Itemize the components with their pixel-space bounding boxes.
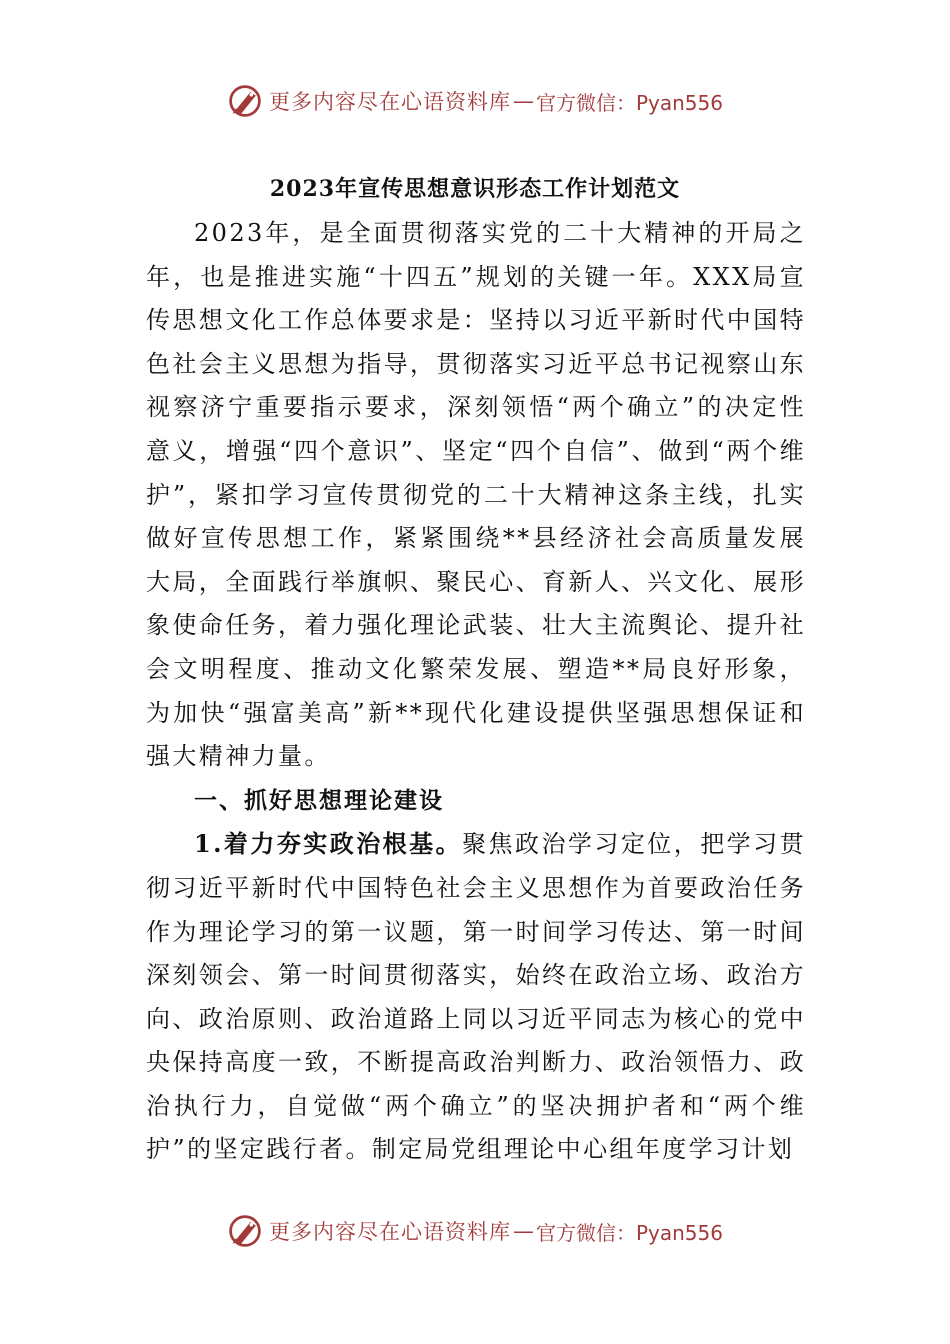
item-lead: 1.着力夯实政治根基。 [194,829,463,859]
watermark-separator: — [512,1219,534,1243]
pen-nib-logo-icon [227,83,263,119]
watermark-contact: 官方微信：Pyan556 [535,90,723,115]
watermark-text: 更多内容尽在心语资料库 [268,1220,511,1244]
watermark-header [0,79,950,123]
section-heading: 一、抓好思想理论建设 [194,786,444,814]
watermark-text: 更多内容尽在心语资料库 [268,90,511,114]
watermark-contact: 官方微信：Pyan556 [535,1220,723,1245]
item-body: 聚焦政治学习定位，把学习贯彻习近平新时代中国特色社会主义思想作为首要政治任务作为理论学习的第一议题，第一时间学习传达、第一时间深刻领会、第一时间贯彻落实，始终在政治立场、政治方向、政治原则、政治道路上同以习近平同志为核心的党中央保持高度一致，不断提高政治判断力、政治领悟力、政治执行力，自觉做“两个确立”的坚决拥护者和“两个维护”的坚定践行者。制定局党组理论中心组年度学习计划 [146,830,806,1164]
pen-nib-logo-icon [227,1213,263,1249]
document-body [146,212,806,1172]
watermark-footer [0,1209,950,1253]
intro-paragraph: 2023年，是全面贯彻落实党的二十大精神的开局之年，也是推进实施“十四五”规划的关键一年。XXX局宣传思想文化工作总体要求是：坚持以习近平新时代中国特色社会主义思想为指导，贯彻落实习近平总书记视察山东视察济宁重要指示要求，深刻领悟“两个确立”的决定性意义，增强“四个意识”、坚定“四个自信”、做到“两个维护”，紧扣学习宣传贯彻党的二十大精神这条主线，扎实做好宣传思想工作，紧紧围绕**县经济社会高质量发展大局，全面践行举旗帜、聚民心、育新人、兴文化、展形象使命任务，着力强化理论武装、壮大主流舆论、提升社会文明程度、推动文化繁荣发展、塑造**局良好形象，为加快“强富美高”新**现代化建设提供坚强思想保证和强大精神力量。 [146,219,806,771]
item-paragraph [146,822,806,1172]
watermark-separator: — [512,89,534,113]
document-title: 2023年宣传思想意识形态工作计划范文 [269,176,681,202]
